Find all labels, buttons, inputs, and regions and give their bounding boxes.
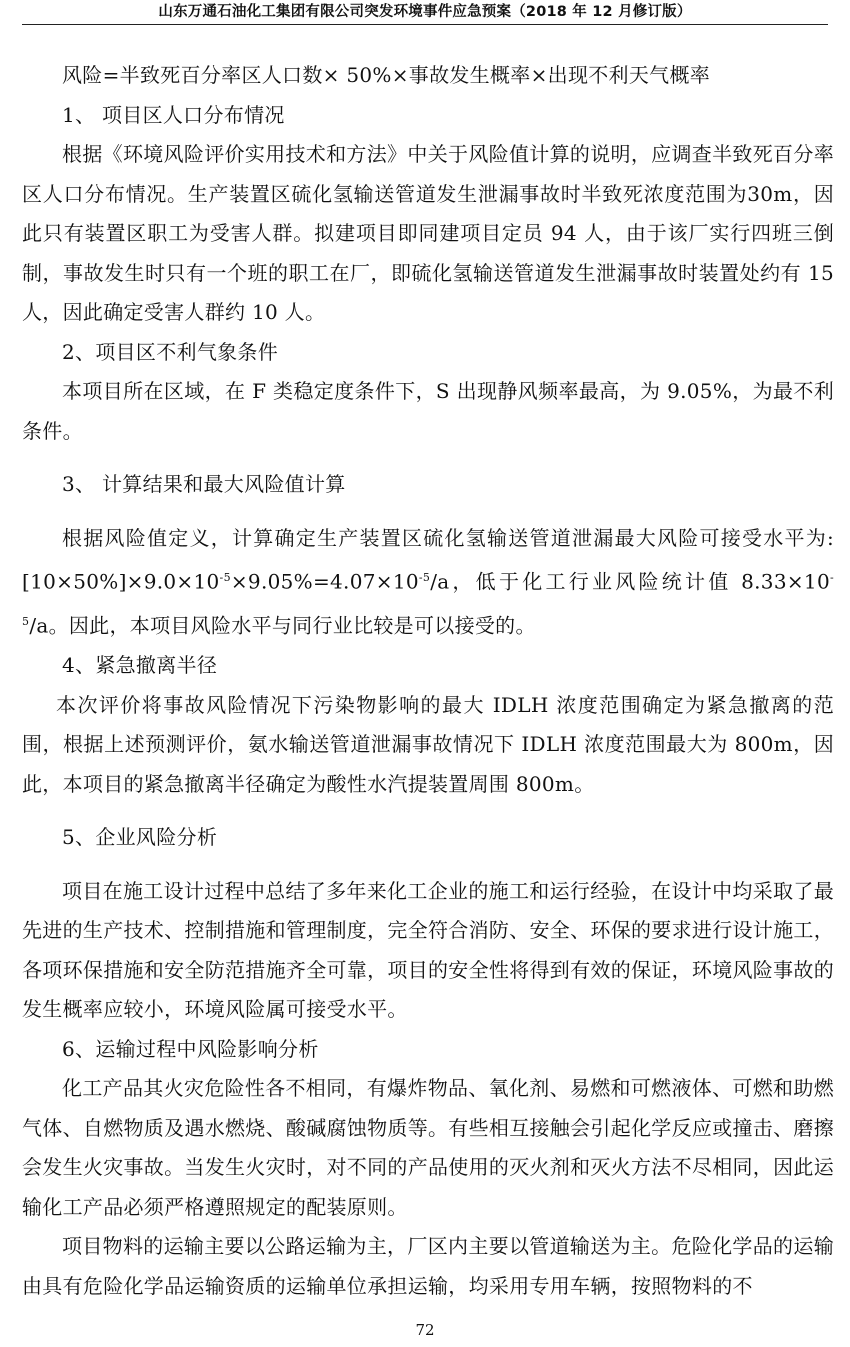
- calc-text-b: ×9.05%=4.07×10: [230, 569, 419, 594]
- paragraph-evacuation: 本次评价将事故风险情况下污染物影响的最大 IDLH 浓度范围确定为紧急撤离的范围，根据上述预测评价，氨水输送管道泄漏事故情况下 IDLH 浓度范围最大为 800m，因此，本项目的紧急撤离半径确定为酸性水汽提装置周围 800m。: [22, 692, 834, 796]
- calc-text-d: /a。因此，本项目风险水平与同行业比较是可以接受的。: [29, 613, 536, 638]
- document-body: [22, 56, 834, 1306]
- page-header: [22, 0, 828, 25]
- section-heading-evacuation: 4、紧急撤离半径: [62, 653, 218, 678]
- calc-exponent-2: -5: [418, 571, 431, 584]
- calc-exponent-3: -5: [22, 571, 834, 629]
- section-heading-enterprise-risk: 5、企业风险分析: [62, 825, 218, 850]
- section-heading-population: 1、 项目区人口分布情况: [62, 102, 285, 127]
- calc-text-a: 根据风险值定义，计算确定生产装置区硫化氢输送管道泄漏最大风险可接受水平为: [10×50%]×9.0×10: [22, 525, 834, 594]
- calc-exponent-1: -5: [219, 571, 231, 584]
- section-heading-transport: 6、运输过程中风险影响分析: [62, 1036, 319, 1061]
- paragraph-weather: 本项目所在区域，在 F 类稳定度条件下，S 出现静风频率最高，为 9.05%，为最不利条件。: [22, 379, 834, 443]
- paragraph-population: 根据《环境风险评价实用技术和方法》中关于风险值计算的说明，应调查半致死百分率区人口分布情况。生产装置区硫化氢输送管道发生泄漏事故时半致死浓度范围为30m，因此只有装置区职工为受害人群。拟建项目即同建项目定员 94 人，由于该厂实行四班三倒制，事故发生时只有一个班的职工在厂，即硫化氢输送管道发生泄漏事故时装置处约有 15 人，因此确定受害人群约 10 人。: [22, 142, 834, 324]
- risk-formula: 风险=半致死百分率区人口数× 50%×事故发生概率×出现不利天气概率: [62, 63, 711, 87]
- paragraph-calculation: [22, 519, 834, 647]
- section-heading-calculation: 3、 计算结果和最大风险值计算: [62, 472, 346, 496]
- document-title: 山东万通石油化工集团有限公司突发环境事件应急预案（2018 年 12 月修订版）: [158, 4, 692, 20]
- paragraph-transport-2: 项目物料的运输主要以公路运输为主，厂区内主要以管道输送为主。危险化学品的运输由具有危险化学品运输资质的运输单位承担运输，均采用专用车辆，按照物料的不: [22, 1234, 834, 1298]
- paragraph-enterprise-risk: 项目在施工设计过程中总结了多年来化工企业的施工和运行经验，在设计中均采取了最先进的生产技术、控制措施和管理制度，完全符合消防、安全、环保的要求进行设计施工，各项环保措施和安全防范措施齐全可靠，项目的安全性将得到有效的保证，环境风险事故的发生概率应较小，环境风险属可接受水平。: [22, 878, 834, 1022]
- paragraph-transport-1: 化工产品其火灾危险性各不相同，有爆炸物品、氧化剂、易燃和可燃液体、可燃和助燃气体、自燃物质及遇水燃烧、酸碱腐蚀物质等。有些相互接触会引起化学反应或撞击、磨擦会发生火灾事故。当发生火灾时，对不同的产品使用的灭火剂和灭火方法不尽相同，因此运输化工产品必须严格遵照规定的配装原则。: [22, 1076, 834, 1219]
- section-heading-weather: 2、项目区不利气象条件: [62, 339, 279, 364]
- calc-text-c: /a，低于化工行业风险统计值 8.33×10: [430, 569, 830, 594]
- page-number: 72: [415, 1321, 435, 1339]
